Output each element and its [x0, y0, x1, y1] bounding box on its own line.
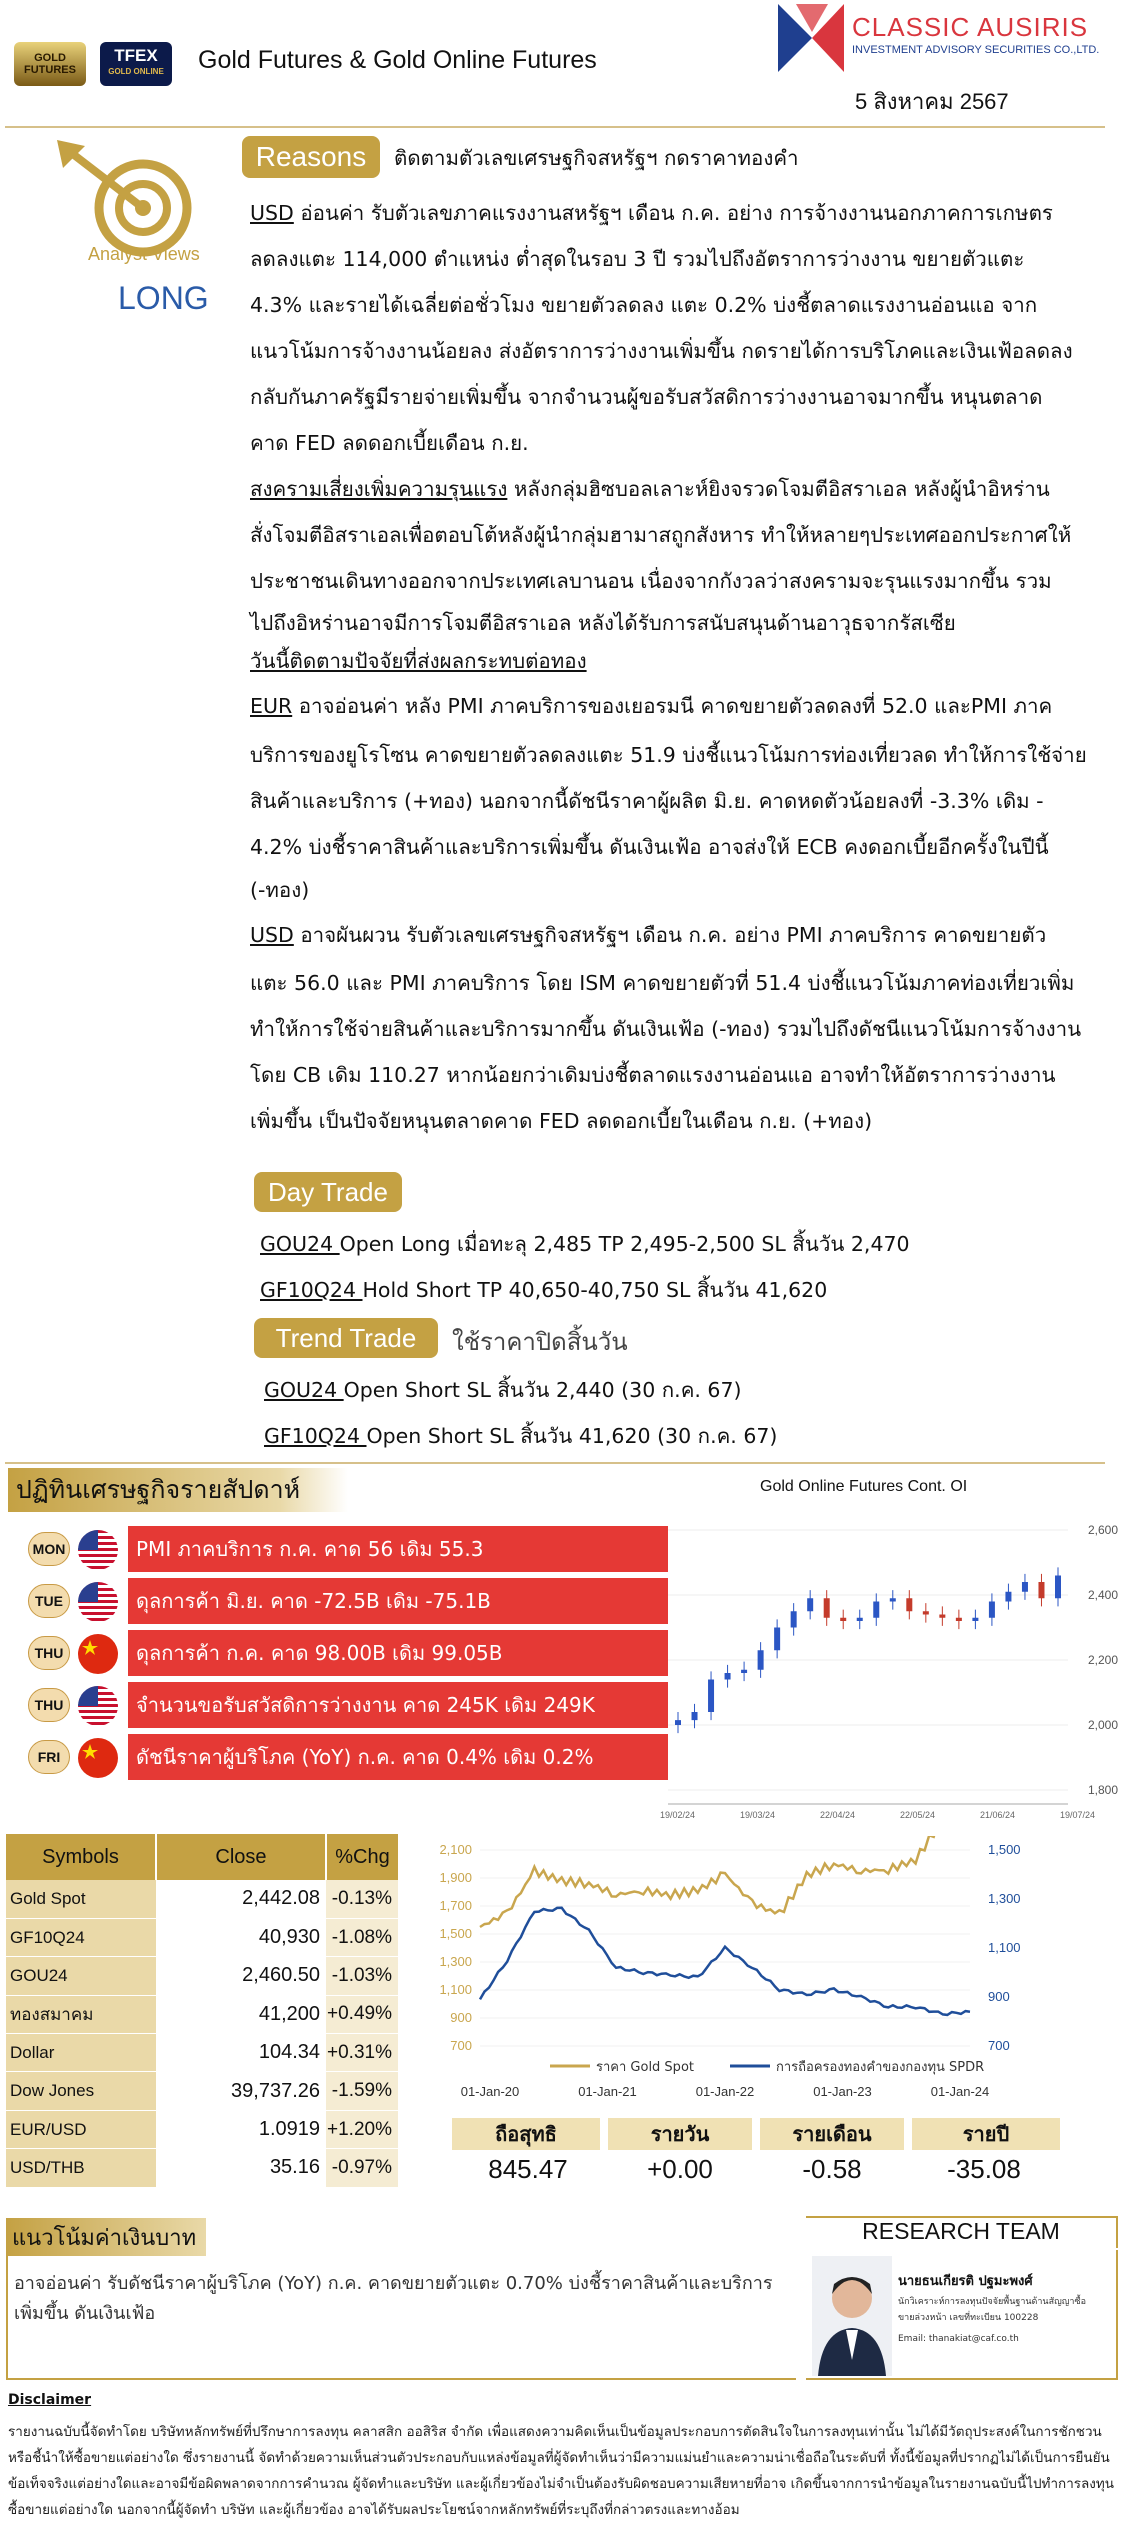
analyst-name: นายธนเกียรติ ปฐมะพงศ์ — [898, 2274, 1033, 2289]
oi-chart-title: Gold Online Futures Cont. OI — [760, 1478, 968, 1495]
gold-y-tick: 1,300 — [439, 1954, 472, 1969]
war-lead: สงครามเสี่ยงเพิ่มความรุนแรง — [250, 477, 508, 501]
oi-candle — [758, 1650, 764, 1670]
spdr-y-tick: 900 — [988, 1989, 1010, 2004]
analyst-view-long: LONG — [118, 280, 209, 316]
analyst-role: นักวิเคราะห์การลงทุนปัจจัยพื้นฐานด้านสัญญาซื้อ — [898, 2297, 1086, 2307]
oi-candle — [1055, 1576, 1061, 1599]
quotes-header-close: Close — [156, 1834, 326, 1880]
oi-candle — [692, 1712, 698, 1720]
oi-x-tick: 19/02/24 — [660, 1810, 696, 1820]
calendar-day-badge: THU — [28, 1688, 70, 1722]
oi-x-tick: 19/03/24 — [740, 1810, 776, 1820]
oi-candle — [791, 1611, 797, 1627]
quote-change: -0.13% — [326, 1880, 398, 1918]
gold-y-tick: 1,900 — [439, 1870, 472, 1885]
quote-row — [6, 1880, 398, 1918]
reasons-pill: Reasons — [242, 136, 380, 178]
china-flag-icon — [78, 1738, 118, 1778]
us-flag-icon — [78, 1582, 118, 1622]
calendar-day-badge: TUE — [28, 1584, 70, 1618]
quote-close: 41,200 — [156, 1995, 326, 2033]
spdr-y-tick: 700 — [988, 2038, 1010, 2053]
gold-y-tick: 1,700 — [439, 1898, 472, 1913]
quote-symbol: ทองสมาคม — [6, 1995, 156, 2033]
quote-close: 40,930 — [156, 1918, 326, 1956]
brand-subtitle: INVESTMENT ADVISORY SECURITIES CO.,LTD. — [852, 44, 1100, 56]
oi-y-tick: 1,800 — [1088, 1783, 1119, 1797]
oi-candle — [1022, 1582, 1028, 1592]
quotes-table — [6, 1834, 398, 2188]
calendar-day-badge: THU — [28, 1636, 70, 1670]
oi-candle — [956, 1618, 962, 1621]
oi-candle — [1038, 1582, 1044, 1598]
legend-spdr-label: การถือครองทองคำของกองทุน SPDR — [776, 2060, 985, 2075]
oi-candle — [807, 1598, 813, 1611]
us-flag-icon — [78, 1530, 118, 1570]
spdr-x-tick: 01-Jan-22 — [695, 2084, 755, 2099]
baht-trend-title: แนวโน้มค่าเงินบาท — [6, 2218, 206, 2256]
day-trade-line-2: GF10Q24 Hold Short TP 40,650-40,750 SL สิ้นวัน 41,620 — [260, 1278, 828, 1302]
day-trade-line-1: GOU24 Open Long เมื่อทะลุ 2,485 TP 2,495-2,500 SL สิ้นวัน 2,470 — [260, 1232, 910, 1256]
usd-lead: USD — [250, 201, 294, 225]
spdr-header-yearly: รายปี — [908, 2118, 1060, 2150]
oi-candle — [840, 1618, 846, 1621]
trend-trade-line-1: GOU24 Open Short SL สิ้นวัน 2,440 (30 ก.ค. 67) — [264, 1378, 742, 1402]
trend-trade-note: ใช้ราคาปิดสิ้นวัน — [452, 1328, 628, 1356]
quote-row — [6, 1957, 398, 1995]
quote-row — [6, 2149, 398, 2187]
spdr-y-tick: 1,500 — [988, 1842, 1021, 1857]
quote-row — [6, 1995, 398, 2033]
spdr-x-tick: 01-Jan-21 — [578, 2084, 637, 2099]
spdr-y-tick: 1,300 — [988, 1891, 1021, 1906]
oi-candle — [873, 1602, 879, 1618]
oi-x-tick: 22/05/24 — [900, 1810, 936, 1820]
spdr-header-monthly: รายเดือน — [756, 2118, 908, 2150]
oi-x-tick: 19/07/24 — [1060, 1810, 1096, 1820]
quote-close: 35.16 — [156, 2149, 326, 2187]
spdr-daily-value: +0.00 — [647, 2153, 713, 2184]
quote-symbol: GOU24 — [6, 1957, 156, 1995]
quote-row — [6, 2034, 398, 2072]
oi-x-tick: 22/04/24 — [820, 1810, 856, 1820]
calendar-event-text: ดุลการค้า มิ.ย. คาด -72.5B เดิม -75.1B — [128, 1578, 668, 1624]
spdr-y-tick: 1,100 — [988, 1940, 1021, 1955]
quote-symbol: GF10Q24 — [6, 1918, 156, 1956]
oi-candle — [906, 1598, 912, 1611]
gold-y-tick: 1,100 — [439, 1982, 472, 1997]
oi-y-tick: 2,000 — [1088, 1718, 1119, 1732]
oi-y-tick: 2,400 — [1088, 1588, 1119, 1602]
page-title: Gold Futures & Gold Online Futures — [198, 46, 597, 74]
quote-change: -1.03% — [326, 1957, 398, 1995]
gold-spot-vs-spdr-chart — [430, 1836, 1080, 2106]
gold-y-tick: 1,500 — [439, 1926, 472, 1941]
quote-close: 1.0919 — [156, 2110, 326, 2148]
legend-gold-label: ราคา Gold Spot — [596, 2060, 694, 2075]
oi-candle — [774, 1628, 780, 1651]
quote-symbol: Gold Spot — [6, 1880, 156, 1918]
disclaimer-line-3: ข้อเท็จจริงแต่อย่างใดและอาจมีข้อผิดพลาดจากการคำนวณ ผู้จัดทำและบริษัท และผู้เกี่ยวข้องไม่จำเป็นต้องรับผิดชอบความเสียหายที่อาจ เกิดขึ้นจากการนำข้อมูลในรายงานฉบับนี้ไปทำการลงทุน — [8, 2476, 1115, 2492]
usd-lead-2: USD — [250, 923, 294, 947]
quote-row — [6, 1918, 398, 1956]
spdr-holdings-table — [452, 2118, 1060, 2188]
china-flag-icon — [78, 1634, 118, 1674]
calendar-event-text: PMI ภาคบริการ ก.ค. คาด 56 เดิม 55.3 — [128, 1526, 668, 1572]
spdr-holdings-line — [480, 1908, 970, 2015]
quote-change: -1.59% — [326, 2072, 398, 2110]
research-team-title: RESEARCH TEAM — [806, 2216, 1118, 2248]
oi-y-tick: 2,200 — [1088, 1653, 1119, 1667]
spdr-x-tick: 01-Jan-24 — [930, 2084, 990, 2099]
header-divider — [5, 126, 1105, 128]
disclaimer-line-4: ซื้อขายแต่อย่างใด นอกจากนี้ผู้จัดทำ บริษัท และผู้เกี่ยวข้อง อาจได้รับผลประโยชน์จากหลักทรัพย์ที่ระบุถึงที่กล่าวตรงและทางอ้อม — [8, 2502, 740, 2518]
quote-close: 39,737.26 — [156, 2072, 326, 2110]
quote-close: 2,442.08 — [156, 1880, 326, 1918]
trend-trade-line-2: GF10Q24 Open Short SL สิ้นวัน 41,620 (30 ก.ค. 67) — [264, 1424, 778, 1448]
oi-candle — [890, 1598, 896, 1601]
spdr-header-net: ถือสุทธิ — [452, 2118, 604, 2150]
tfex-logo: TFEX GOLD ONLINE — [100, 42, 172, 86]
quotes-header-symbols: Symbols — [6, 1834, 156, 1880]
analyst-views-label: Analyst Views — [88, 244, 200, 264]
us-flag-icon — [78, 1686, 118, 1726]
gold-y-tick: 700 — [450, 2038, 472, 2053]
oi-candle — [923, 1611, 929, 1614]
analyst-avatar — [812, 2256, 892, 2376]
quote-close: 104.34 — [156, 2034, 326, 2072]
oi-candle — [708, 1680, 714, 1713]
oi-candle — [725, 1673, 731, 1680]
day-trade-pill: Day Trade — [254, 1172, 402, 1212]
quote-symbol: USD/THB — [6, 2149, 156, 2187]
analyst-license: ขายล่วงหน้า เลขที่ทะเบียน 100228 — [898, 2313, 1039, 2323]
brand-name: CLASSIC AUSIRIS — [852, 12, 1089, 42]
reasons-body: USD อ่อนค่า รับตัวเลขภาคแรงงานสหรัฐฯ เดือน ก.ค. อย่าง การจ้างงานนอกภาคการเกษตร ลดลงแตะ 114,000 ตำแหน่ง ต่ำสุดในรอบ 3 ปี รวมไปถึงอัตราการว่างงาน ขยายตัวแตะ 4.3% และรายได้เฉลี่ยต่อชั่วโมง ขยายตัวลดลง แตะ 0.2% บ่งชี้ตลาดแรงงานอ่อนแอ จาก แนวโน้มการจ้างงานน้อยลง ส่งอัตราการว่างงานเพิ่มขึ้น กดรายได้การบริโภคและเงินเฟ้อลดลง กลับกันภาครัฐมีรายจ่ายเพิ่มขึ้น จากจำนวนผู้ขอรับสวัสดิการว่างงานอาจมากขึ้น หนุนตลาด คาด FED ลดดอกเบี้ยเดือน ก.ย. สงครามเสี่ยงเพิ่มความรุนแรง หลังกลุ่มฮิซบอลเลาะห์ยิงจรวดโจมตีอิสราเอล หลังผู้นำอิหร่าน สั่งโจมตีอิสราเอลเพื่อตอบโต้หลังผู้นำกลุ่มฮามาสถูกสังหาร ทำให้หลายๆประเทศออกประกาศให้ ประชาชนเดินทางออกจากประเทศเลบานอน เนื่องจากกังวลว่าสงครามจะรุนแรงมากขึ้น รวม ไปถึงอิหร่านอาจมีการโจมตีอิสราเอล หลังได้รับการสนับสนุนด้านอาวุธจากรัสเซีย วันนี้ติดตามปัจจัยที่ส่งผลกระทบต่อทอง EUR อาจอ่อนค่า หลัง PMI ภาคบริการของเยอรมนี คาดขยายตัวลดลงที่ 52.0 และPMI ภาค บริการของยูโรโซน คาดขยายตัวลดลงแตะ 51.9 บ่งชี้แนวโน้มการท่องเที่ยวลด ทำให้การใช้จ่าย สินค้าและบริการ (+ทอง) นอกจากนี้ดัชนีราคาผู้ผลิต มิ.ย. คาดหดตัวน้อยลงที่ -3.3% เดิม - 4.2% บ่งชี้ราคาสินค้าและบริการเพิ่มขึ้น ดันเงินเฟ้อ อาจส่งให้ ECB คงดอกเบี้ยอีกครั้งในปีนี้ (-ทอง) USD อาจผันผวน รับตัวเลขเศรษฐกิจสหรัฐฯ เดือน ก.ค. อย่าง PMI ภาคบริการ คาดขยายตัว แตะ 56.0 และ PMI ภาคบริการ โดย ISM คาดขยายตัวที่ 51.4 บ่งชี้แนวโน้มภาคท่องเที่ยวเพิ่ม ทำให้การใช้จ่ายสินค้าและบริการมากขึ้น ดันเงินเฟ้อ (-ทอง) รวมไปถึงดัชนีแนวโน้มการจ้างงาน โดย CB เดิม 110.27 หากน้อยกว่าเดิมบ่งชี้ตลาดแรงงานอ่อนแอ อาจทำให้อัตราการว่างงาน เพิ่มขึ้น เป็นปัจจัยหนุนตลาดคาด FED ลดดอกเบี้ยในเดือน ก.ย. (+ทอง) — [250, 190, 1148, 1144]
trend-trade-pill: Trend Trade — [254, 1318, 438, 1358]
calendar-day-badge: MON — [28, 1532, 70, 1566]
gold-futures-logo: GOLD FUTURES — [14, 42, 86, 86]
oi-candle — [857, 1618, 863, 1621]
quote-change: +0.31% — [326, 2034, 398, 2072]
spdr-header-daily: รายวัน — [604, 2118, 756, 2150]
spdr-x-tick: 01-Jan-20 — [460, 2084, 520, 2099]
spdr-monthly-value: -0.58 — [802, 2153, 862, 2184]
disclaimer-line-2: หรือชี้นำให้ซื้อขายแต่อย่างใด ซึ่งรายงานนี้ จัดทำด้วยความเห็นส่วนตัวประกอบกับแหล่งข้อมูลที่ผู้จัดทำเห็นว่ามีความแม่นยำและความน่าเชื่อถือในระดับที่ ทั้งนี้ข้อมูลที่ปรากฏไม่ได้เป็นการยืนยัน — [8, 2450, 1110, 2466]
calendar-day-badge: FRI — [28, 1740, 70, 1774]
calendar-title: ปฏิทินเศรษฐกิจรายสัปดาห์ — [8, 1468, 348, 1512]
spdr-x-tick: 01-Jan-23 — [813, 2084, 872, 2099]
quote-symbol: Dow Jones — [6, 2072, 156, 2110]
oi-candle — [972, 1618, 978, 1621]
oi-candle — [939, 1615, 945, 1618]
spdr-net-value: 845.47 — [488, 2153, 568, 2184]
quote-row — [6, 2072, 398, 2110]
gold-y-tick: 2,100 — [439, 1842, 472, 1857]
quote-change: +1.20% — [326, 2110, 398, 2148]
calendar-event-text: ดัชนีราคาผู้บริโภค (YoY) ก.ค. คาด 0.4% เดิม 0.2% — [128, 1734, 668, 1780]
today-watch: วันนี้ติดตามปัจจัยที่ส่งผลกระทบต่อทอง — [250, 649, 587, 673]
oi-candle — [824, 1598, 830, 1618]
report-date: 5 สิงหาคม 2567 — [855, 89, 1009, 114]
oi-candle — [741, 1670, 747, 1673]
calendar-event-text: จำนวนขอรับสวัสดิการว่างงาน คาด 245K เดิม 249K — [128, 1682, 668, 1728]
oi-candle — [1005, 1592, 1011, 1602]
quotes-header-chg: %Chg — [326, 1834, 398, 1880]
oi-x-tick: 21/06/24 — [980, 1810, 1016, 1820]
quote-symbol: EUR/USD — [6, 2110, 156, 2148]
quote-change: -1.08% — [326, 1918, 398, 1956]
gold-y-tick: 900 — [450, 2010, 472, 2025]
quote-symbol: Dollar — [6, 2034, 156, 2072]
spdr-yearly-value: -35.08 — [947, 2153, 1021, 2184]
oi-candle — [989, 1602, 995, 1618]
section-divider — [5, 1462, 1105, 1464]
calendar-event-text: ดุลการค้า ก.ค. คาด 98.00B เดิม 99.05B — [128, 1630, 668, 1676]
quote-change: +0.49% — [326, 1995, 398, 2033]
oi-y-tick: 2,600 — [1088, 1523, 1119, 1537]
disclaimer-title: Disclaimer — [8, 2392, 92, 2408]
quote-row — [6, 2110, 398, 2148]
analyst-email: Email: thanakiat@caf.co.th — [898, 2334, 1019, 2344]
baht-trend-line-1: อาจอ่อนค่า รับดัชนีราคาผู้บริโภค (YoY) ก.ค. คาดขยายตัวแตะ 0.70% บ่งชี้ราคาสินค้าและบริการ — [14, 2273, 773, 2294]
baht-trend-line-2: เพิ่มขึ้น ดันเงินเฟ้อ — [14, 2303, 156, 2324]
classic-ausiris-logo-mark — [776, 2, 846, 74]
oi-candle — [675, 1720, 681, 1725]
reasons-heading: ติดตามตัวเลขเศรษฐกิจสหรัฐฯ กดราคาทองคำ — [394, 146, 799, 170]
target-arrow-icon — [55, 138, 205, 258]
quote-change: -0.97% — [326, 2149, 398, 2187]
quote-close: 2,460.50 — [156, 1957, 326, 1995]
eur-lead: EUR — [250, 694, 293, 718]
disclaimer-line-1: รายงานฉบับนี้จัดทำโดย บริษัทหลักทรัพย์ที่ปรึกษาการลงทุน คลาสสิก ออสิริส จำกัด เพื่อแสดงความคิดเห็นเป็นข้อมูลประกอบการตัดสินใจในการลงทุนเท่านั้น ไม่ได้มีวัตถุประสงค์ในการชักชวน — [8, 2424, 1102, 2440]
gold-online-oi-chart — [660, 1500, 1130, 1830]
